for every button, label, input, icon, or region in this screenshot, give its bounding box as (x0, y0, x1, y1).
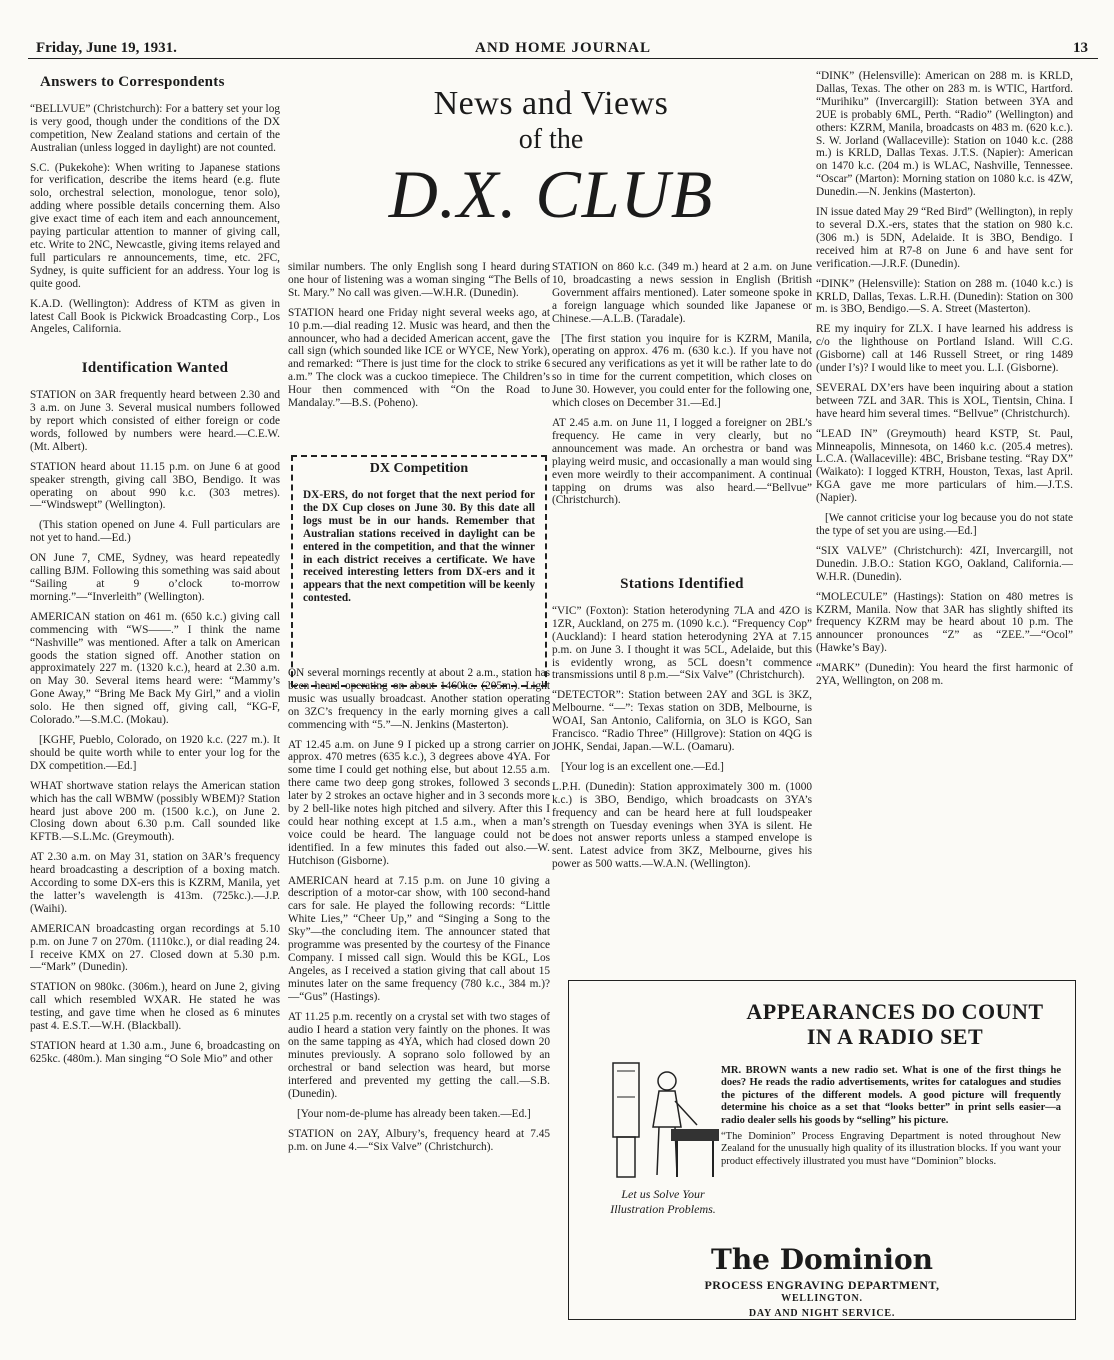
masthead-line-1: News and Views (433, 85, 669, 122)
article: STATION on 2AY, Albury’s, frequency heard at 7.45 p.m. on June 4.—“Six Valve” (Christchurch). (288, 1127, 550, 1153)
article: “MARK” (Dunedin): You heard the first harmonic of 2YA, Wellington, on 208 m. (816, 662, 1073, 688)
article: “DINK” (Helensville): Station on 288 m. (1040 k.c.) is KRLD, Dallas, Texas. L.R.H. (Dunedin): Station on 300 m. is 3BO, Bendigo.—S. A. Street (Masterton). (816, 277, 1073, 316)
editor-note: [We cannot criticise your log because you do not state the type of set you are using.—Ed.] (816, 512, 1073, 537)
editor-note: [The first station you inquire for is KZRM, Manila, operating on approx. 476 m. (630 k.c.). If you have not secured any verifications as yet it will be rather late to do so in time for the current competition, which closes on June 30. However, you could enter for the following one, which closes on December 31.—Ed.] (552, 332, 812, 410)
ad-paragraph: MR. BROWN wants a new radio set. What is one of the first things he does? He reads the radio advertisements, writes for catalogues and studies the pictures of the different models. A good picture will frequently determine his choice as a set that “looks better” in print sells easier—a radio dealer sells his goods by “selling” his picture. (721, 1065, 1061, 1126)
article: “LEAD IN” (Greymouth) heard KSTP, St. Paul, Minneapolis, Minnesota, on 1460 k.c. (205.4 metres). L.C.A. (Wallaceville): 4BC, Brisbane testing. “Ray DX” (Waikato): I logged KTRH, Houston, Texas, last April. KGA gave me more particulars of him.—J.T.S. (Napier). (816, 427, 1073, 505)
column-4 (816, 70, 1073, 970)
article: STATION on 3AR frequently heard between 2.30 and 3 a.m. on June 3. Several musical numbers followed by report which consisted of either foreign or code words, followed by numbers were heard.—C.E.W. (Mt. Albert). (30, 389, 280, 453)
article: S.C. (Pukekohe): When writing to Japanese stations for verification, describe the items heard (e.g. flute solo, orchestral selection, monologue, tenor solo), adding where possible details concerning them. Also give exact time of each item and each announcement, paying particular attention to manner of giving call, etc. Write to 2NC, Newcastle, giving items relayed and full particulars re announcements, time, etc. 2FC, Sydney, is quite sufficient for an address. Your log is quite good. (30, 161, 280, 290)
article: AMERICAN broadcasting organ recordings at 5.10 p.m. on June 7 on 270m. (1110kc.), or dial reading 24. I receive KMX on 27. Closed down at 5.30 p.m.—“Mark” (Dunedin). (30, 922, 280, 974)
paper-name: AND HOME JOURNAL (475, 40, 651, 56)
issue-date: Friday, June 19, 1931. (36, 40, 177, 56)
article: STATION heard at 1.30 a.m., June 6, broadcasting on 625kc. (480m.). Man singing “O Sole Mio” and other (30, 1040, 280, 1065)
article: AMERICAN station on 461 m. (650 k.c.) giving call commencing with “WS——.” I think the name “Nashville” was mentioned. After a talk on American goods the station signed off. Another station on approximately 227 m. (1320 k.c.), heard at 2.30 a.m. on May 30. Several items heard were: “Mammy’s Gone Away,” “Bring Me Back My Girl,” and a violin solo. He then signed off, giving call, “KG-F, Colorado.”—S.M.C. (Mokau). (30, 610, 280, 727)
ad-headline-1: APPEARANCES DO COUNT (746, 999, 1044, 1024)
article: “SIX VALVE” (Christchurch): 4ZI, Invercargill, not Dunedin. J.B.O.: Station KGO, Oakland, California.—W.H.R. (Dunedin). (816, 544, 1073, 583)
masthead-line-3: D.X. CLUB (388, 156, 714, 232)
editor-note: [KGHF, Pueblo, Colorado, on 1920 k.c. (227 m.). It should be quite worth while to enter your log for the DX competition.—Ed.] (30, 733, 280, 772)
article: STATION heard one Friday night several weeks ago, at 10 p.m.—dial reading 12. Music was heard, and then the announcer, who had a decided American accent, gave the call sign (which sounded like ICE or WYCE, New York), and remarked: “There is just time for the clock to strike 6 a.m.” The clock was a cuckoo timepiece. The Children’s Hour then commenced with “On the Road to Mandalay.”—B.S. (Poheno). (288, 306, 550, 410)
dx-competition-box (291, 455, 547, 687)
page-number: 13 (1073, 40, 1088, 56)
column-3-lower (552, 566, 812, 976)
editor-note: [Your log is an excellent one.—Ed.] (561, 760, 724, 773)
article: STATION on 980kc. (306m.), heard on June 2, giving call which resembled WXAR. He stated he was testing, and gave time when he closed as 6 minutes past 4. E.S.T.—W.H. (Blackball). (30, 981, 280, 1033)
article: L.P.H. (Dunedin): Station approximately 300 m. (1000 k.c.) is 3BO, Bendigo, which broadcasts on 3YA’s frequency and can be heard here at full loudspeaker strength on Tuesday evenings when 3YA is silent. He does not answer reports unless a stamped envelope is sent. Latest advice from 3KZ, Melbourne, gives his power as 500 watts.—W.A.N. (Wellington). (552, 780, 812, 871)
article: “BELLVUE” (Christchurch): For a battery set your log is very good, though under the conditions of the DX competition, New Zealand stations and certain of the Australian (unless logged in daylight) are not counted. (30, 102, 280, 154)
article: STATION heard about 11.15 p.m. on June 6 at good speaker strength, giving call 3BO, Bendigo. It was operating on about 990 k.c. (303 metres).—“Windswept” (Wellington). (30, 460, 280, 512)
editor-note: (This station opened on June 4. Full particulars are not yet to hand.—Ed.) (30, 519, 280, 545)
competition-body: DX-ERS, do not forget that the next period for the DX Cup closes on June 30. By this date all logs must be in our hands. Remember that Australian stations received in daylight can be entered in the competition, and that the winner in each district receives a certificate. We have received interesting letters from DX-ers and it appears that the next competition will be keenly contested. (303, 489, 535, 605)
ad-city: WELLINGTON. (781, 1293, 863, 1304)
ad-caption: Let us Solve Your Illustration Problems. (610, 1187, 716, 1216)
ad-paragraph: “The Dominion” Process Engraving Department is noted throughout New Zealand for the unusually high quality of its illustration blocks. If you want your product effectively illustrated you must have “Dominion” blocks. (721, 1131, 1061, 1167)
article: STATION on 860 k.c. (349 m.) heard at 2 a.m. on June 10, broadcasting a news session in English (British Government affairs mentioned). Later someone spoke in a foreign language which sounded like Japanese or Chinese.—A.L.B. (Taradale). (552, 261, 812, 325)
article: AT 2.30 a.m. on May 31, station on 3AR’s frequency heard broadcasting a description of a boxing match. According to some DX-ers this is KZRM, Manila, yet the latter’s wavelength is 413m. (725kc.).—J.P. (Waihi). (30, 851, 280, 915)
article: “MOLECULE” (Hastings): Station on 480 metres is KZRM, Manila. Now that 3AR has slightly shifted its frequency KZRM may be heard about 10 p.m. The announcer pronounces “Z” as “ZEE.”—“Ocol” (Hawke’s Bay). (816, 590, 1073, 655)
column-2 (288, 261, 550, 1357)
engraver-illustration-icon (609, 1057, 721, 1183)
ad-service: DAY AND NIGHT SERVICE. (748, 1308, 896, 1319)
section-masthead (296, 84, 806, 256)
article: “DETECTOR”: Station between 2AY and 3GL is 3KZ, Melbourne. “—”: Texas station on 3DB, Melbourne, is WOAI, San Antonio, California, on 3LO is KGO, San Francisco. “Radio Three” (Hillgrove): Station on 4QG is JOHK, Sendai, Japan.—W.L. (Oamaru). (552, 689, 812, 753)
heading-identification: Identification Wanted (81, 360, 229, 377)
article: ON several mornings recently at about 2 a.m., station has been heard operating on about 1460kc. (205m.). Light music was usually broadcast. Another station operating on 3ZC’s frequency in the early morning gives a call commencing with “5.”—N. Jenkins (Masterton). (288, 666, 550, 731)
article: SEVERAL DX’ers have been inquiring about a station between 7ZL and 3AR. This is XOL, Tientsin, China. I have heard him several times. “Bellvue” (Christchurch). (816, 381, 1073, 420)
column-1 (30, 76, 280, 1358)
article: WHAT shortwave station relays the American station which has the call WBMW (possibly WBEM)? Station heard just above 200 m. (1500 k.c.), on June 2. Closing down about 6.30 p.m. Call sounded like KFTB.—S.L.Mc. (Greymouth). (30, 779, 280, 844)
heading-answers: Answers to Correspondents (40, 76, 225, 90)
dominion-logo: The Dominion (710, 1243, 933, 1276)
masthead-line-2: of the (518, 124, 584, 155)
heading-stations-identified: Stations Identified (620, 576, 744, 592)
article: RE my inquiry for ZLX. I have learned his address is c/o the lighthouse on Portland Island. Will C.G. (Gisborne) call at 146 Russell Street, or ring 1489 (under I’s)? I would like to meet you. L.I. (Gisborne). (816, 323, 1073, 375)
article: K.A.D. (Wellington): Address of KTM as given in latest Call Book is Pickwick Broadcasting Corp., Los Angeles, California. (30, 297, 280, 336)
article: AT 12.45 a.m. on June 9 I picked up a strong carrier on approx. 470 metres (635 k.c.), 3 degrees above 4YA. For some time I could get nothing else, but about 12.55 a.m. there came two deep gong strokes, followed 3 seconds later by 2 strokes an octave higher and in 3 seconds more by 2 bell-like notes high pitched and silvery. After this I could hear nothing except at 1.5 a.m., when a man’s voice could be heard. The language could not be identified. In a few minutes this faded out also.—W. Hutchison (Gisborne). (288, 738, 550, 867)
page-header (30, 2, 1096, 56)
ad-body (721, 1065, 1061, 1172)
ad-headline-2: IN A RADIO SET (806, 1024, 984, 1049)
article: AMERICAN heard at 7.15 p.m. on June 10 giving a description of a motor-car show, with 100 second-hand cars for sale. He played the following records: “Little White Lies,” “Cheer Up,” and “Singing a Song to the Sky”—the concluding item. The announcer stated that programme was presented by the courtesy of the Finance Company. I missed call sign. Would this be KGL, Los Angeles, as I received a station giving that call about 15 minutes later on the same frequency (780 k.c., 384 m.)?—“Gus” (Hastings). (288, 874, 550, 1003)
article: “VIC” (Foxton): Station heterodyning 7LA and 4ZO is 1ZR, Auckland, on 275 m. (1090 k.c.). “Frequency Cop” (Auckland): I heard station heterodyning 2YA at 7.15 p.m. on June 3. I thought it was 5CL, Adelaide, but this is evidently wrong, as 5CL doesn’t commence transmissions until 8 p.m.—“Six Valve” (Christchurch). (552, 604, 812, 682)
article: “DINK” (Helensville): American on 288 m. is KRLD, Dallas, Texas. The other on 283 m. is WTIC, Hartford. “Murihiku” (Invercargill): Station between 3YA and 2UE is probably 6ML, Perth. “Radio” (Wellington) and others: KZRM, Manila, broadcasts on 483 m. (620 k.c.). S. W. Jorland (Wallaceville): Station on 1040 k.c. (288 m.) is KRLD, Dallas Texas. J.T.S. (Napier): American on 1470 k.c. (204 m.) is WLAC, Nashville, Tennessee. “Oscar” (Marton): Morning station on 1080 k.c. is 4ZW, Dunedin.—N. Jenkins (Masterton). (816, 70, 1073, 199)
article: AT 11.25 p.m. recently on a crystal set with two stages of audio I heard a station very faintly on the phones. It was on the same tapping as 4YA, which had closed down 20 minutes previously. A soprano solo followed by an orchestral or band selection was heard, but morse interfered and prevented my getting the call.—S.B. (Dunedin). (288, 1010, 550, 1101)
article: AT 2.45 a.m. on June 11, I logged a foreigner on 2BL’s frequency. He came in very clearly, but no announcement was made. An orchestra or band was playing weird music, and occasionally a man would sing even more weirdly to their accompaniment. A continual tapping on drums was also heard.—“Bellvue” (Christchurch). (552, 416, 812, 507)
competition-title: DX Competition (369, 461, 469, 476)
header-rule (28, 58, 1098, 59)
article: similar numbers. The only English song I heard during one hour of listening was a woman singing “The Bells of St. Mary.” No call was given.—W.H.R. (Dunedin). (288, 261, 550, 299)
editor-note: [Your nom-de-plume has already been taken.—Ed.] (297, 1107, 531, 1120)
engraving-advertisement (568, 980, 1076, 1320)
article: ON June 7, CME, Sydney, was heard repeatedly calling BJM. Following this something was said about “Sailing at 9 o’clock to-morrow morning.”—“Inverleith” (Wellington). (30, 552, 280, 603)
article: IN issue dated May 29 “Red Bird” (Wellington), in reply to several D.X.-ers, states that the station on 980 k.c. (306 m.) is 5DN, Adelaide. It is 3BO, Bendigo. I received him at R7-8 on June 6 and have sent for verification.—J.R.F. (Dunedin). (816, 206, 1073, 270)
ad-department: PROCESS ENGRAVING DEPARTMENT, (704, 1278, 940, 1292)
